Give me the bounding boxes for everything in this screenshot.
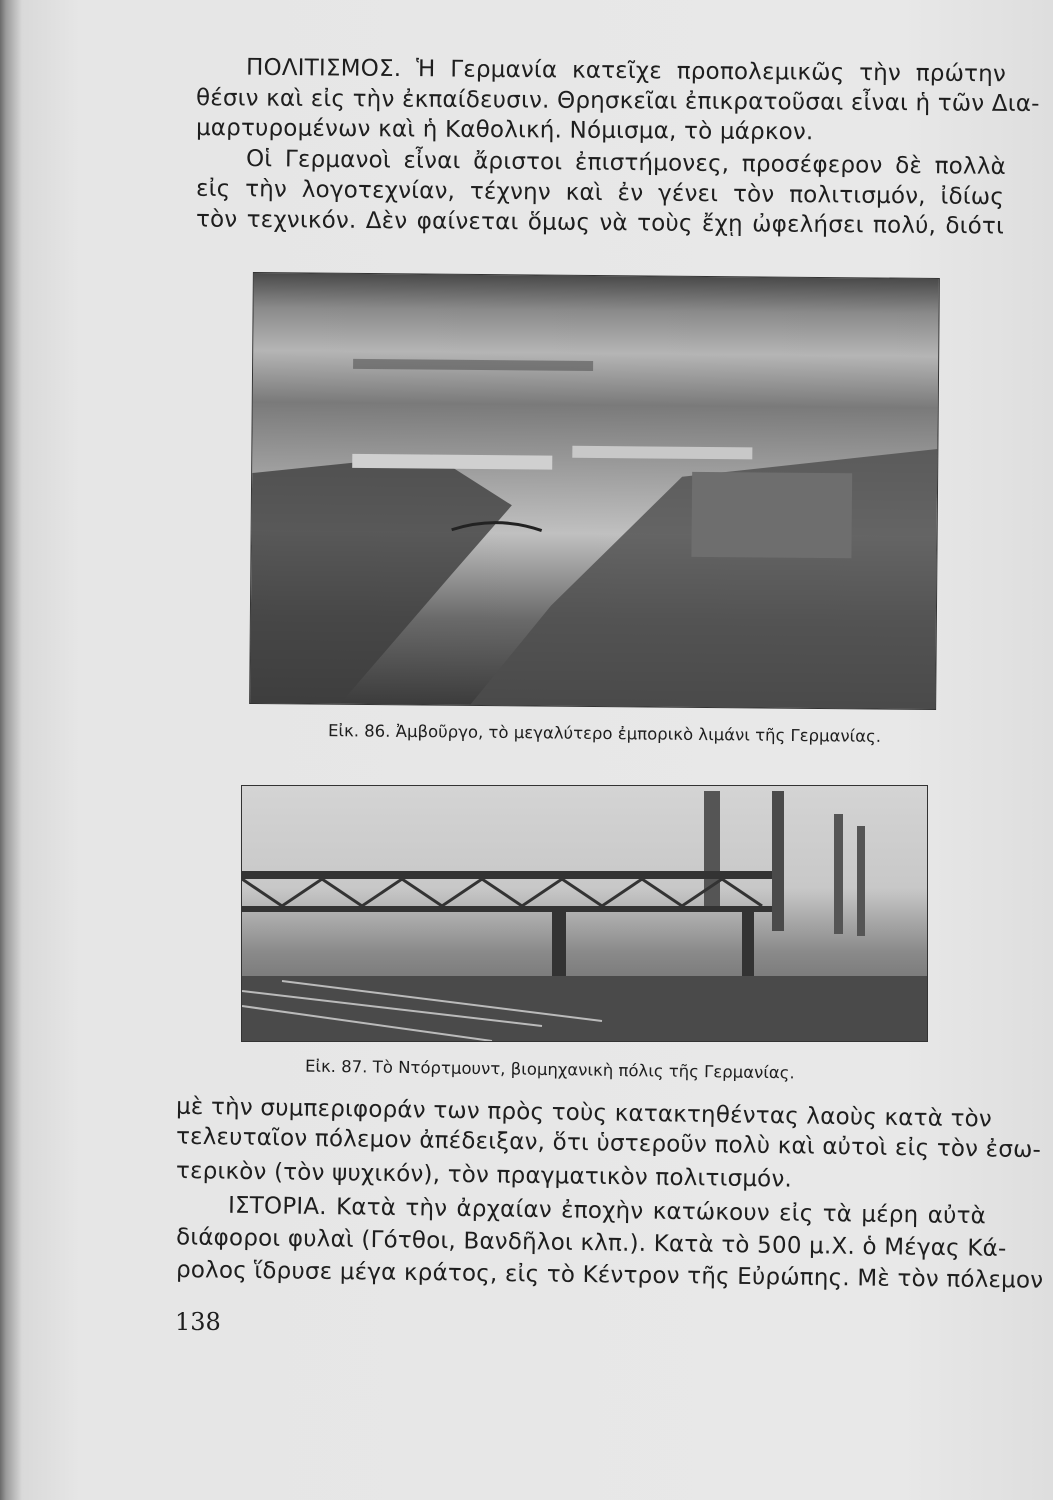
text-line: διάφοροι φυλαὶ (Γότθοι, Βανδῆλοι κλπ.). Κατὰ τὸ 500 μ.Χ. ὁ Μέγας Κά- [175,1224,1007,1262]
text-line: εἰς τὴν λογοτεχνίαν, τέχνην καὶ ἐν γένει τὸν πολιτισμόν, ἰδίως [195,175,1005,211]
text-line: θέσιν καὶ εἰς τὴν ἐκπαίδευσιν. Θρησκεῖαι ἐπικρατοῦσαι εἶναι ἡ τῶν Δια- [195,85,1040,118]
harbor-illustration [250,273,939,709]
text-line: Οἱ Γερμανοὶ εἶναι ἄριστοι ἐπιστήμονες, προσέφερον δὲ πολλὰ [245,146,1007,180]
figure-87-dortmund-photo [241,785,928,1042]
text-line: τὸν τεχνικόν. Δὲν φαίνεται ὅμως νὰ τοὺς ἔχῃ ὠφελήσει πολύ, διότι [195,206,1005,240]
text-line: μαρτυρομένων καὶ ἡ Καθολική. Νόμισμα, τὸ μάρκον. [195,114,814,146]
figure-86-caption: Εἰκ. 86. Ἀμβοῦργο, τὸ μεγαλύτερο ἐμπορικὸ λιμάνι τῆς Γερμανίας. [327,721,882,746]
figure-87-caption: Εἰκ. 87. Τὸ Ντόρτμουντ, βιομηχανικὴ πόλις τῆς Γερμανίας. [304,1056,795,1083]
text-line: μὲ τὴν συμπεριφοράν των πρὸς τοὺς κατακτηθέντας λαοὺς κατὰ τὸν [175,1093,993,1133]
text-line: ΙΣΤΟΡΙΑ. Κατὰ τὴν ἀρχαίαν ἐποχὴν κατώκουν εἰς τὰ μέρη αὐτὰ [227,1192,987,1230]
page-number: 138 [175,1308,221,1336]
text-line: τερικὸν (τὸν ψυχικόν), τὸν πραγματικὸν πολιτισμόν. [175,1157,793,1193]
text-line: ρολος ἵδρυσε μέγα κράτος, εἰς τὸ Κέντρον τῆς Εὐρώπης. Μὲ τὸν πόλεμον [175,1257,1044,1294]
text-line: τελευταῖον πόλεμον ἀπέδειξαν, ὅτι ὑστεροῦν πολὺ καὶ αὐτοὶ εἰς τὸν ἐσω- [175,1123,1042,1164]
text-line: ΠΟΛΙΤΙΣΜΟΣ. Ἡ Γερμανία κατεῖχε προπολεμικῶς τὴν πρώτην [245,54,1007,88]
figure-86-hamburg-photo [249,272,940,710]
industrial-illustration [242,786,927,1041]
